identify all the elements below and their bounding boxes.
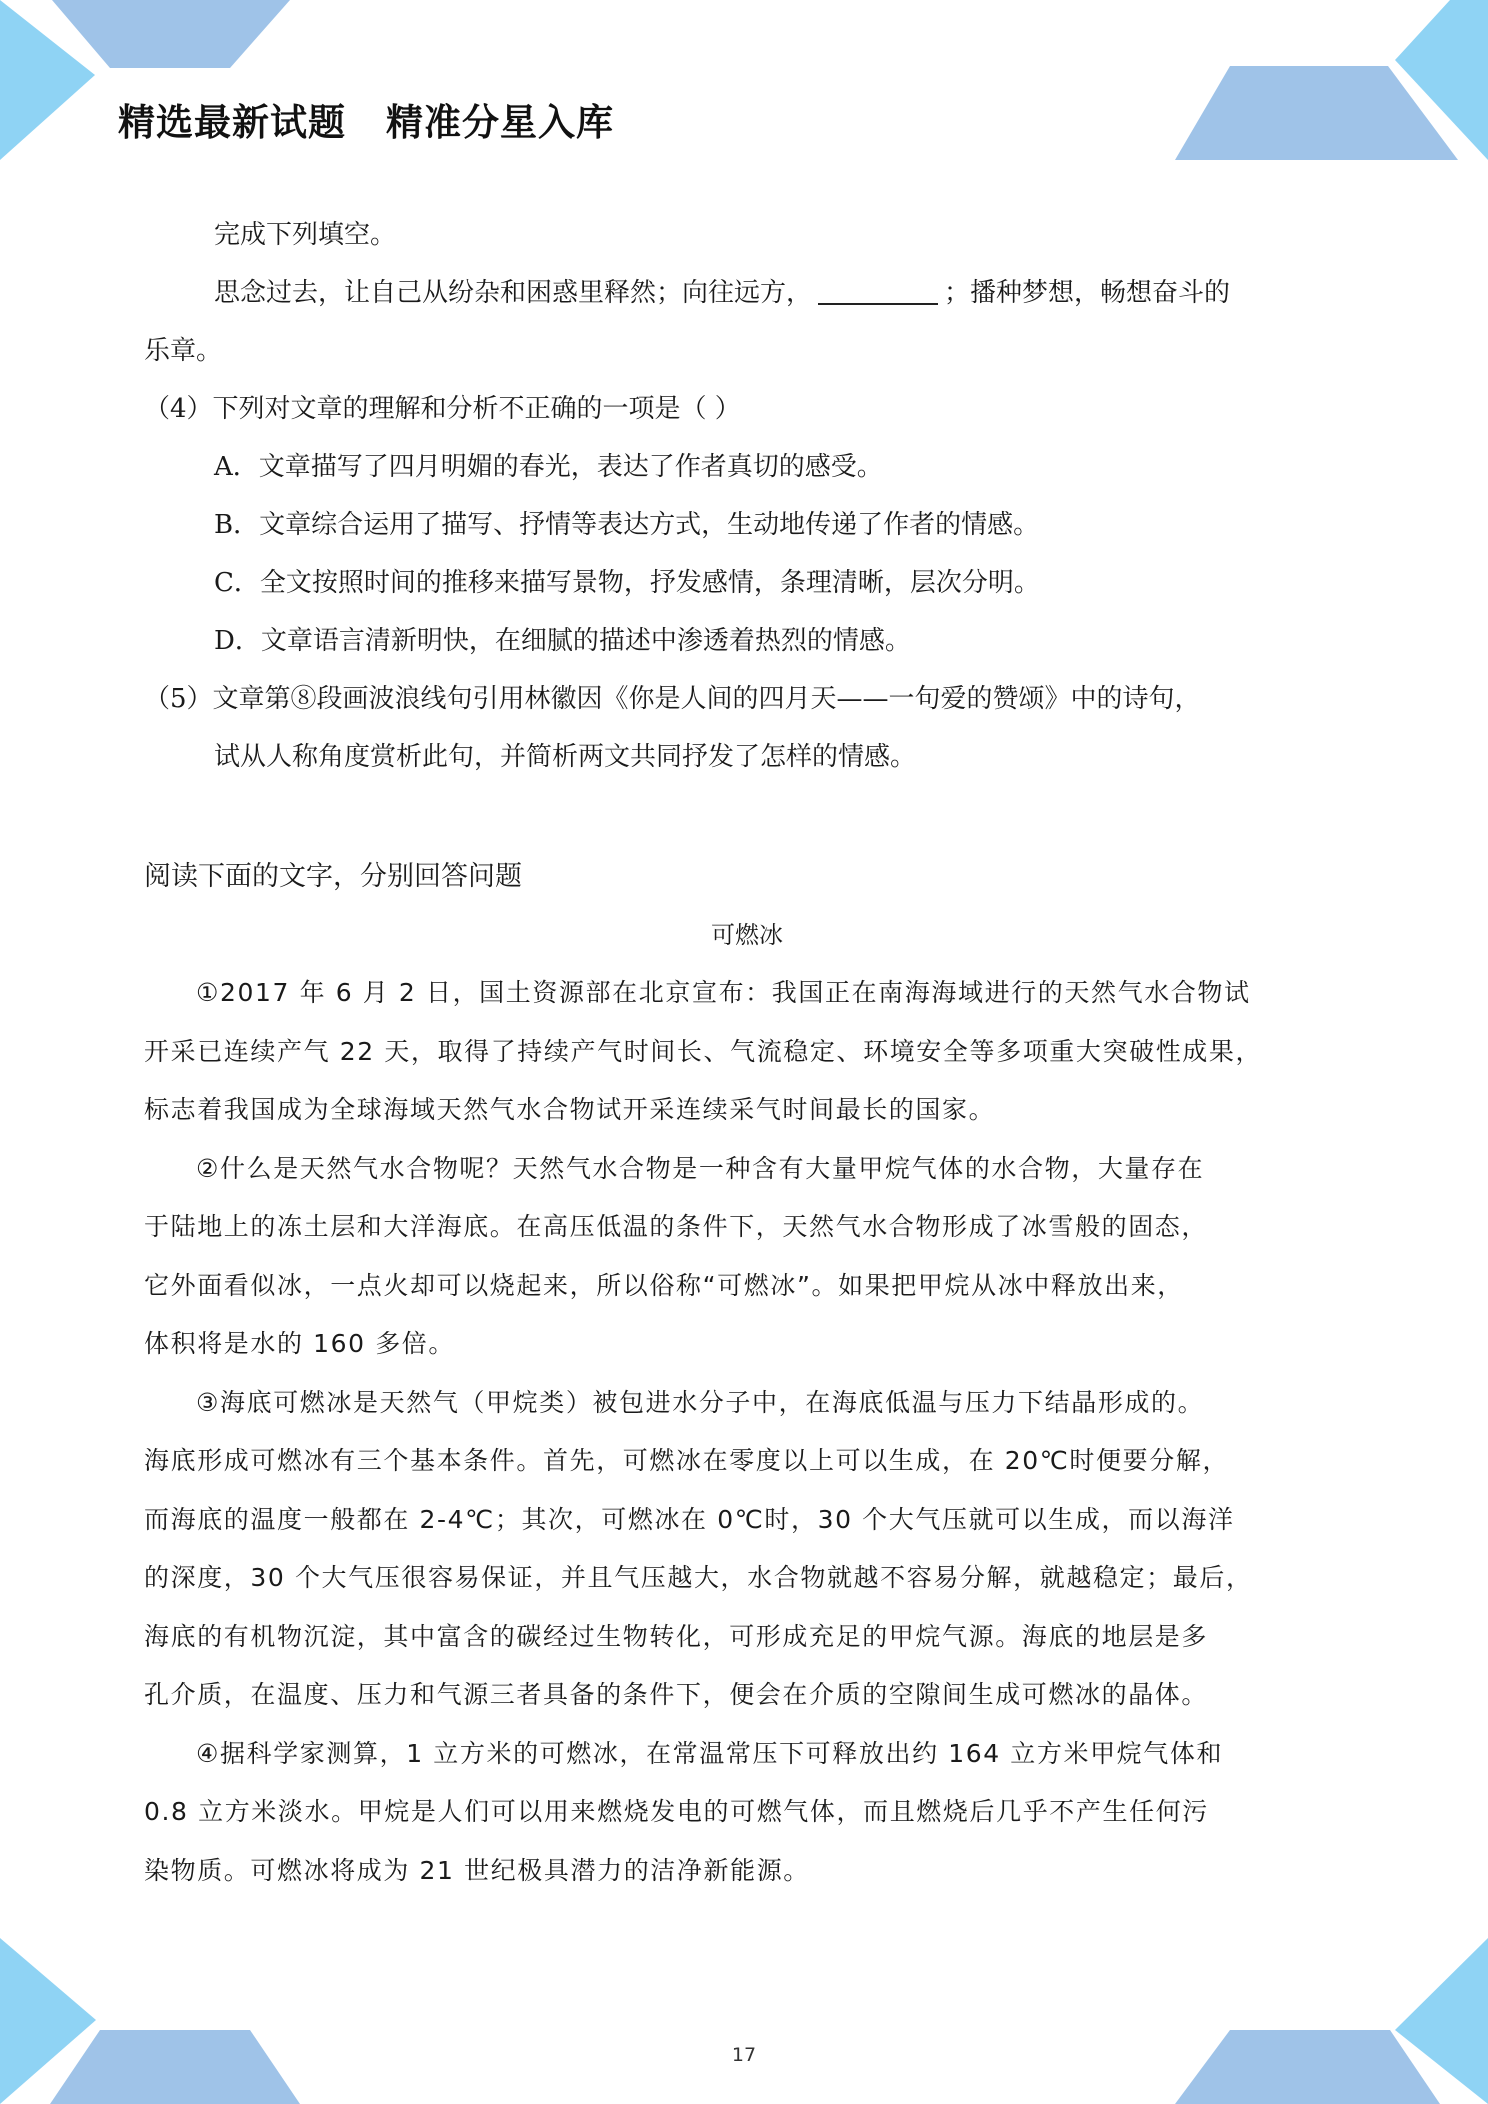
paragraph-2-line: 它外面看似冰，一点火却可以烧起来，所以俗称“可燃冰”。如果把甲烷从冰中释放出来， [144, 1270, 1184, 1300]
paragraph-3-line: 的深度，30 个大气压很容易保证，并且气压越大，水合物就越不容易分解，就越稳定；最后， [144, 1563, 1253, 1592]
fill-blank [818, 277, 938, 305]
paragraph-1-line: 标志着我国成为全球海域天然气水合物试开采连续采气时间最长的国家。 [144, 1095, 996, 1124]
paragraph-2 [144, 1140, 1350, 1374]
paragraph-3-line: 而海底的温度一般都在 2-4℃；其次，可燃冰在 0℃时，30 个大气压就可以生成，而以海洋 [144, 1504, 1235, 1534]
question-4-option-b: B．文章综合运用了描写、抒情等表达方式，生动地传递了作者的情感。 [214, 510, 1040, 540]
question-4-option-d: D．文章语言清新明快，在细腻的描述中渗透着热烈的情感。 [214, 626, 911, 656]
question-4-option-c: C．全文按照时间的推移来描写景物，抒发感情，条理清晰，层次分明。 [214, 568, 1040, 598]
fill-sentence-end: 乐章。 [144, 336, 223, 366]
paragraph-4-line: ④据科学家测算，1 立方米的可燃冰，在常温常压下可释放出约 164 立方米甲烷气体和 [196, 1738, 1224, 1768]
page-number: 17 [731, 2044, 757, 2066]
paragraph-2-line: 于陆地上的冻土层和大洋海底。在高压低温的条件下，天然气水合物形成了冰雪般的固态， [144, 1212, 1209, 1241]
deco-top-left-trapezoid [52, 0, 290, 68]
deco-top-right-trapezoid [1175, 66, 1458, 160]
fill-sentence [144, 264, 1350, 322]
question-5-line-2: 试从人称角度赏析此句，并简析两文共同抒发了怎样的情感。 [214, 742, 917, 772]
fill-sentence-part-a: 思念过去，让自己从纷杂和困惑里释然；向往远方， [214, 278, 813, 308]
deco-top-left-triangle [0, 0, 50, 160]
article-title: 可燃冰 [711, 921, 783, 949]
question-4-stem: （4）下列对文章的理解和分析不正确的一项是（ ） [144, 394, 741, 424]
paragraph-4-line: 0.8 立方米淡水。甲烷是人们可以用来燃烧发电的可燃气体，而且燃烧后几乎不产生任何污 [144, 1797, 1209, 1826]
paragraph-3-line: ③海底可燃冰是天然气（甲烷类）被包进水分子中，在海底低温与压力下结晶形成的。 [196, 1387, 1205, 1417]
page-content [144, 206, 1350, 1900]
deco-bottom-right-light [1395, 1938, 1488, 2104]
question-5-line-1: （5）文章第⑧段画波浪线句引用林徽因《你是人间的四月天——一句爱的赞颂》中的诗句， [144, 684, 1201, 714]
page-header-title [118, 92, 614, 146]
paragraph-3-line: 孔介质，在温度、压力和气源三者具备的条件下，便会在介质的空隙间生成可燃冰的晶体。 [144, 1680, 1209, 1709]
paragraph-1-line: ①2017 年 6 月 2 日，国土资源部在北京宣布：我国正在南海海域进行的天然气水合物试 [196, 978, 1251, 1007]
deco-bottom-left-light [0, 1938, 96, 2104]
paragraph-4 [144, 1725, 1350, 1901]
deco-top-right-light [1395, 0, 1488, 160]
reading-instruction: 阅读下面的文字，分别回答问题 [144, 861, 522, 892]
header-title-part1: 精选最新试题 [118, 101, 346, 144]
deco-bottom-right-trapezoid [1175, 2030, 1440, 2104]
question-4-option-a: A．文章描写了四月明媚的春光，表达了作者真切的感受。 [214, 452, 883, 482]
header-title-part2: 精准分星入库 [386, 101, 614, 144]
paragraph-2-line: 体积将是水的 160 多倍。 [144, 1329, 456, 1358]
paragraph-1 [144, 964, 1350, 1140]
deco-top-left-light [0, 0, 95, 160]
fill-intro: 完成下列填空。 [214, 220, 397, 250]
fill-sentence-part-b: ；播种梦想，畅想奋斗的 [944, 278, 1231, 308]
paragraph-3 [144, 1374, 1350, 1725]
paragraph-3-line: 海底形成可燃冰有三个基本条件。首先，可燃冰在零度以上可以生成，在 20℃时便要分解， [144, 1446, 1230, 1475]
paragraph-4-line: 染物质。可燃冰将成为 21 世纪极具潜力的洁净新能源。 [144, 1855, 810, 1885]
deco-bottom-left-trapezoid [50, 2030, 300, 2104]
paragraph-3-line: 海底的有机物沉淀，其中富含的碳经过生物转化，可形成充足的甲烷气源。海底的地层是多 [144, 1621, 1209, 1651]
paragraph-2-line: ②什么是天然气水合物呢？天然气水合物是一种含有大量甲烷气体的水合物，大量存在 [196, 1153, 1205, 1183]
paragraph-1-line: 开采已连续产气 22 天，取得了持续产气时间长、气流稳定、环境安全等多项重大突破性成果， [144, 1036, 1263, 1066]
